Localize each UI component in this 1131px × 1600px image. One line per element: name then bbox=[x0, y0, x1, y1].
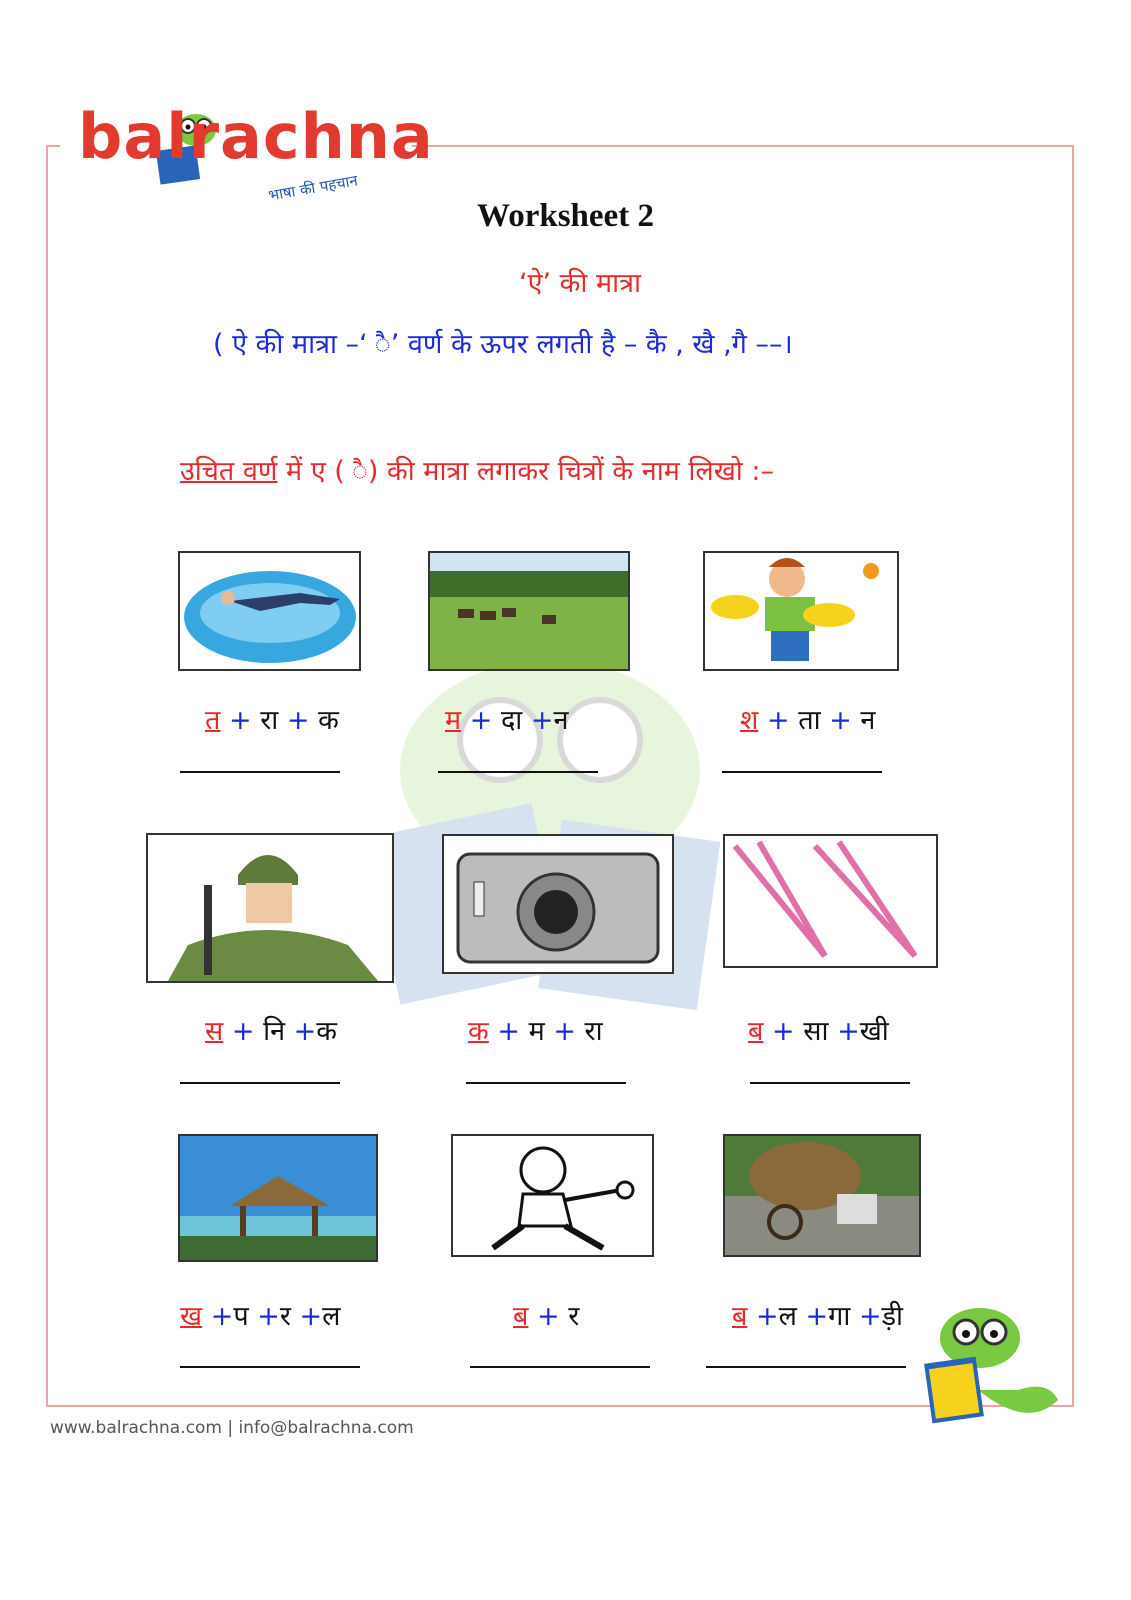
answer-line-6[interactable] bbox=[750, 1082, 910, 1084]
picture-hut bbox=[178, 1134, 378, 1262]
picture-crutches bbox=[723, 834, 938, 968]
worksheet-subtitle: ‘ऐ’ की मात्रा bbox=[518, 268, 642, 299]
picture-grazing-field bbox=[428, 551, 630, 671]
answer-line-8[interactable] bbox=[470, 1366, 650, 1368]
equation-9: ब +ल +गा +ड़ी bbox=[732, 1301, 904, 1332]
picture-bullock-cart bbox=[723, 1134, 921, 1257]
answer-line-9[interactable] bbox=[706, 1366, 906, 1368]
answer-line-5[interactable] bbox=[466, 1082, 626, 1084]
answer-line-1[interactable] bbox=[180, 771, 340, 773]
picture-soldier bbox=[146, 833, 394, 983]
watermark-mascot-icon bbox=[360, 620, 740, 1040]
answer-line-7[interactable] bbox=[180, 1366, 360, 1368]
answer-line-4[interactable] bbox=[180, 1082, 340, 1084]
equation-6: ब + सा +खी bbox=[748, 1016, 889, 1047]
picture-camera bbox=[442, 834, 674, 974]
equation-8: ब + र bbox=[513, 1301, 580, 1332]
picture-angry-man bbox=[451, 1134, 654, 1257]
equation-4: स + नि +क bbox=[205, 1016, 338, 1047]
equation-3: श + ता + न bbox=[740, 705, 876, 736]
instruction-rest: में ए ( ै) की मात्रा लगाकर चित्रों के नाम लिखो :– bbox=[277, 456, 774, 487]
balrachna-logo bbox=[78, 92, 434, 212]
footer-contact: www.balrachna.com | info@balrachna.com bbox=[50, 1418, 414, 1438]
answer-line-2[interactable] bbox=[438, 771, 598, 773]
equation-5: क + म + रा bbox=[468, 1016, 603, 1047]
logo-tagline: भाषा की पहचान bbox=[267, 171, 360, 205]
worksheet-title: Worksheet 2 bbox=[477, 198, 654, 234]
equation-2: म + दा +न bbox=[445, 705, 569, 736]
equation-7: ख +प +र +ल bbox=[180, 1301, 341, 1332]
corner-mascot-icon bbox=[918, 1290, 1068, 1440]
answer-line-3[interactable] bbox=[722, 771, 882, 773]
instruction bbox=[180, 451, 774, 488]
picture-prankster-boy bbox=[703, 551, 899, 671]
instruction-underlined: उचित वर्ण bbox=[180, 456, 278, 487]
equation-1: त + रा + क bbox=[205, 705, 339, 736]
logo-wordmark: balrachna bbox=[78, 100, 434, 173]
matra-note: ( ऐ की मात्रा –‘ ै’ वर्ण के ऊपर लगती है – कै , खै ,गै ––। bbox=[213, 329, 793, 360]
picture-swimmer bbox=[178, 551, 361, 671]
